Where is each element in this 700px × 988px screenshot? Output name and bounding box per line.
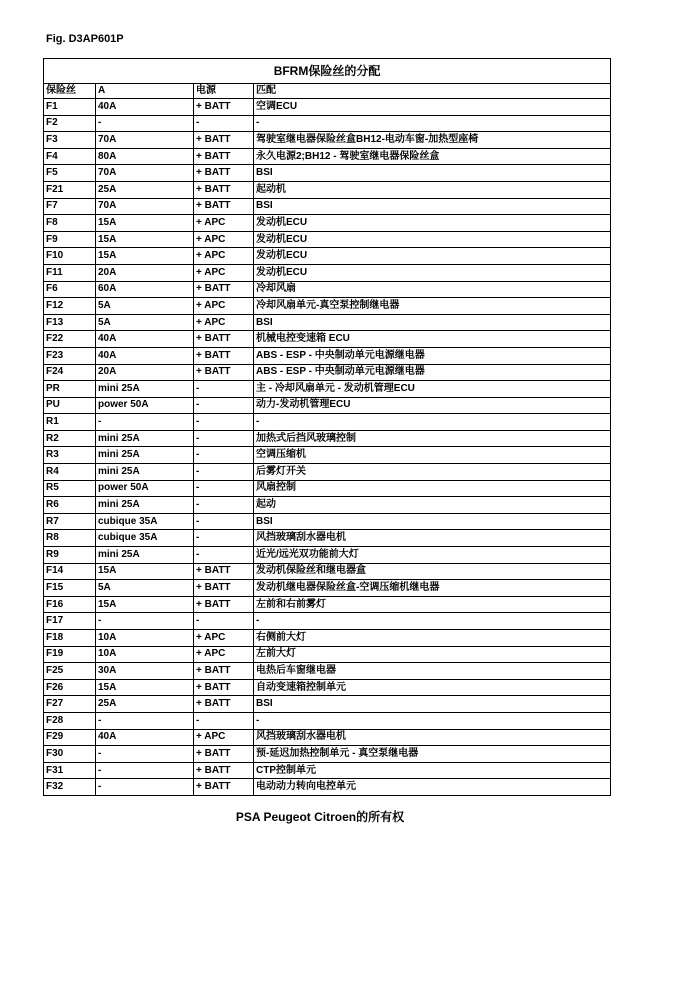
cell-fuse: R7 bbox=[44, 513, 96, 530]
cell-power-source: + BATT bbox=[194, 181, 254, 198]
cell-assignment: 冷却风扇 bbox=[254, 281, 611, 298]
table-row bbox=[44, 248, 611, 265]
cell-power-source: + BATT bbox=[194, 281, 254, 298]
table-row bbox=[44, 181, 611, 198]
cell-assignment: ABS - ESP - 中央制动单元电源继电器 bbox=[254, 347, 611, 364]
cell-power-source: + BATT bbox=[194, 99, 254, 116]
cell-assignment: 左前和右前雾灯 bbox=[254, 596, 611, 613]
cell-amperage: 40A bbox=[96, 347, 194, 364]
cell-fuse: F26 bbox=[44, 679, 96, 696]
cell-fuse: F22 bbox=[44, 331, 96, 348]
cell-amperage: 15A bbox=[96, 563, 194, 580]
cell-amperage: 5A bbox=[96, 298, 194, 315]
table-row bbox=[44, 364, 611, 381]
cell-power-source: - bbox=[194, 613, 254, 630]
cell-amperage: cubique 35A bbox=[96, 530, 194, 547]
cell-assignment: 机械电控变速箱 ECU bbox=[254, 331, 611, 348]
cell-assignment: CTP控制单元 bbox=[254, 762, 611, 779]
cell-fuse: F11 bbox=[44, 264, 96, 281]
cell-assignment: 冷却风扇单元-真空泵控制继电器 bbox=[254, 298, 611, 315]
table-row bbox=[44, 679, 611, 696]
table-row bbox=[44, 148, 611, 165]
cell-power-source: - bbox=[194, 464, 254, 481]
cell-assignment: - bbox=[254, 712, 611, 729]
table-row bbox=[44, 530, 611, 547]
cell-fuse: F16 bbox=[44, 596, 96, 613]
cell-assignment: - bbox=[254, 613, 611, 630]
cell-power-source: - bbox=[194, 530, 254, 547]
cell-amperage: 10A bbox=[96, 630, 194, 647]
cell-assignment: 永久电源2;BH12 - 驾驶室继电器保险丝盒 bbox=[254, 148, 611, 165]
cell-assignment: 近光/远光双功能前大灯 bbox=[254, 547, 611, 564]
cell-amperage: - bbox=[96, 414, 194, 431]
cell-amperage: mini 25A bbox=[96, 447, 194, 464]
cell-fuse: F1 bbox=[44, 99, 96, 116]
cell-fuse: F28 bbox=[44, 712, 96, 729]
table-row bbox=[44, 314, 611, 331]
cell-power-source: + BATT bbox=[194, 198, 254, 215]
cell-fuse: F8 bbox=[44, 215, 96, 232]
header-amperage: A bbox=[96, 84, 194, 99]
cell-assignment: 发动机保险丝和继电器盒 bbox=[254, 563, 611, 580]
cell-fuse: R1 bbox=[44, 414, 96, 431]
table-row bbox=[44, 779, 611, 796]
cell-power-source: - bbox=[194, 414, 254, 431]
cell-fuse: F32 bbox=[44, 779, 96, 796]
cell-power-source: + BATT bbox=[194, 596, 254, 613]
table-row bbox=[44, 712, 611, 729]
table-row bbox=[44, 547, 611, 564]
cell-power-source: - bbox=[194, 397, 254, 414]
cell-power-source: + BATT bbox=[194, 331, 254, 348]
cell-amperage: 25A bbox=[96, 696, 194, 713]
cell-power-source: + APC bbox=[194, 264, 254, 281]
table-row bbox=[44, 198, 611, 215]
table-row bbox=[44, 231, 611, 248]
cell-fuse: F31 bbox=[44, 762, 96, 779]
cell-amperage: 15A bbox=[96, 215, 194, 232]
cell-amperage: - bbox=[96, 746, 194, 763]
table-row bbox=[44, 596, 611, 613]
cell-fuse: F17 bbox=[44, 613, 96, 630]
cell-amperage: 40A bbox=[96, 99, 194, 116]
cell-power-source: - bbox=[194, 497, 254, 514]
cell-assignment: 后雾灯开关 bbox=[254, 464, 611, 481]
cell-assignment: 动力-发动机管理ECU bbox=[254, 397, 611, 414]
cell-assignment: 起动 bbox=[254, 497, 611, 514]
table-row bbox=[44, 331, 611, 348]
cell-assignment: BSI bbox=[254, 198, 611, 215]
cell-fuse: F18 bbox=[44, 630, 96, 647]
cell-assignment: 发动机ECU bbox=[254, 248, 611, 265]
cell-amperage: mini 25A bbox=[96, 381, 194, 398]
table-row bbox=[44, 646, 611, 663]
table-row bbox=[44, 580, 611, 597]
table-title-row bbox=[44, 59, 611, 84]
cell-assignment: 风挡玻璃刮水器电机 bbox=[254, 729, 611, 746]
cell-fuse: F3 bbox=[44, 132, 96, 149]
cell-amperage: 40A bbox=[96, 331, 194, 348]
table-row bbox=[44, 99, 611, 116]
cell-amperage: 20A bbox=[96, 264, 194, 281]
cell-amperage: 5A bbox=[96, 314, 194, 331]
cell-amperage: 40A bbox=[96, 729, 194, 746]
cell-amperage: 15A bbox=[96, 596, 194, 613]
cell-fuse: F10 bbox=[44, 248, 96, 265]
cell-amperage: mini 25A bbox=[96, 497, 194, 514]
cell-amperage: - bbox=[96, 762, 194, 779]
cell-power-source: - bbox=[194, 447, 254, 464]
table-row bbox=[44, 447, 611, 464]
cell-amperage: 15A bbox=[96, 679, 194, 696]
cell-fuse: F9 bbox=[44, 231, 96, 248]
table-row bbox=[44, 563, 611, 580]
cell-assignment: 电热后车窗继电器 bbox=[254, 663, 611, 680]
cell-power-source: + BATT bbox=[194, 563, 254, 580]
cell-assignment: 预-延迟加热控制单元 - 真空泵继电器 bbox=[254, 746, 611, 763]
cell-fuse: F29 bbox=[44, 729, 96, 746]
cell-assignment: BSI bbox=[254, 314, 611, 331]
cell-fuse: F25 bbox=[44, 663, 96, 680]
figure-label: Fig. D3AP601P bbox=[46, 33, 124, 45]
copyright-notice: PSA Peugeot Citroen的所有权 bbox=[235, 810, 405, 824]
cell-power-source: + BATT bbox=[194, 746, 254, 763]
cell-assignment: 发动机ECU bbox=[254, 231, 611, 248]
cell-assignment: BSI bbox=[254, 696, 611, 713]
cell-power-source: + BATT bbox=[194, 580, 254, 597]
cell-fuse: PR bbox=[44, 381, 96, 398]
table-row bbox=[44, 281, 611, 298]
cell-amperage: - bbox=[96, 779, 194, 796]
cell-assignment: 电动动力转向电控单元 bbox=[254, 779, 611, 796]
cell-fuse: F24 bbox=[44, 364, 96, 381]
cell-assignment: 驾驶室继电器保险丝盒BH12-电动车窗-加热型座椅 bbox=[254, 132, 611, 149]
cell-power-source: + APC bbox=[194, 248, 254, 265]
cell-amperage: 60A bbox=[96, 281, 194, 298]
cell-power-source: + APC bbox=[194, 215, 254, 232]
cell-fuse: R2 bbox=[44, 430, 96, 447]
cell-assignment: 起动机 bbox=[254, 181, 611, 198]
header-fuse: 保险丝 bbox=[44, 84, 96, 99]
cell-amperage: 70A bbox=[96, 198, 194, 215]
cell-fuse: F12 bbox=[44, 298, 96, 315]
cell-fuse: F5 bbox=[44, 165, 96, 182]
cell-assignment: 右侧前大灯 bbox=[254, 630, 611, 647]
table-row bbox=[44, 381, 611, 398]
cell-assignment: BSI bbox=[254, 513, 611, 530]
cell-assignment: 自动变速箱控制单元 bbox=[254, 679, 611, 696]
cell-power-source: + APC bbox=[194, 630, 254, 647]
cell-power-source: + BATT bbox=[194, 779, 254, 796]
header-power-source: 电源 bbox=[194, 84, 254, 99]
table-row bbox=[44, 613, 611, 630]
cell-fuse: R4 bbox=[44, 464, 96, 481]
cell-fuse: PU bbox=[44, 397, 96, 414]
table-header-row bbox=[44, 84, 611, 99]
cell-fuse: F23 bbox=[44, 347, 96, 364]
table-row bbox=[44, 762, 611, 779]
header-assignment: 匹配 bbox=[254, 84, 611, 99]
cell-power-source: + BATT bbox=[194, 347, 254, 364]
table-row bbox=[44, 480, 611, 497]
cell-power-source: + BATT bbox=[194, 148, 254, 165]
cell-amperage: power 50A bbox=[96, 480, 194, 497]
cell-fuse: R5 bbox=[44, 480, 96, 497]
cell-assignment: 风扇控制 bbox=[254, 480, 611, 497]
cell-amperage: - bbox=[96, 115, 194, 132]
cell-amperage: 80A bbox=[96, 148, 194, 165]
cell-fuse: F13 bbox=[44, 314, 96, 331]
table-row bbox=[44, 696, 611, 713]
cell-power-source: - bbox=[194, 712, 254, 729]
cell-fuse: F21 bbox=[44, 181, 96, 198]
cell-amperage: cubique 35A bbox=[96, 513, 194, 530]
cell-assignment: 空调压缩机 bbox=[254, 447, 611, 464]
cell-fuse: R6 bbox=[44, 497, 96, 514]
cell-fuse: F19 bbox=[44, 646, 96, 663]
table-row bbox=[44, 115, 611, 132]
cell-assignment: 发动机ECU bbox=[254, 215, 611, 232]
cell-assignment: 风挡玻璃刮水器电机 bbox=[254, 530, 611, 547]
cell-amperage: 10A bbox=[96, 646, 194, 663]
table-row bbox=[44, 298, 611, 315]
table-row bbox=[44, 663, 611, 680]
cell-power-source: - bbox=[194, 115, 254, 132]
cell-fuse: F14 bbox=[44, 563, 96, 580]
cell-assignment: ABS - ESP - 中央制动单元电源继电器 bbox=[254, 364, 611, 381]
table-row bbox=[44, 397, 611, 414]
cell-amperage: power 50A bbox=[96, 397, 194, 414]
cell-amperage: 5A bbox=[96, 580, 194, 597]
cell-power-source: - bbox=[194, 430, 254, 447]
cell-amperage: - bbox=[96, 712, 194, 729]
cell-assignment: - bbox=[254, 115, 611, 132]
cell-assignment: 主 - 冷却风扇单元 - 发动机管理ECU bbox=[254, 381, 611, 398]
cell-power-source: + APC bbox=[194, 646, 254, 663]
cell-amperage: 20A bbox=[96, 364, 194, 381]
cell-amperage: 15A bbox=[96, 248, 194, 265]
fuse-assignment-table bbox=[43, 58, 611, 796]
table-body bbox=[44, 59, 611, 796]
table-row bbox=[44, 513, 611, 530]
cell-power-source: + BATT bbox=[194, 364, 254, 381]
cell-power-source: + BATT bbox=[194, 663, 254, 680]
table-row bbox=[44, 264, 611, 281]
cell-assignment: 加热式后挡风玻璃控制 bbox=[254, 430, 611, 447]
cell-amperage: 30A bbox=[96, 663, 194, 680]
table-row bbox=[44, 165, 611, 182]
cell-power-source: + BATT bbox=[194, 762, 254, 779]
cell-amperage: 70A bbox=[96, 165, 194, 182]
table-row bbox=[44, 430, 611, 447]
table-title: BFRM保险丝的分配 bbox=[44, 59, 611, 84]
cell-power-source: - bbox=[194, 547, 254, 564]
table-row bbox=[44, 132, 611, 149]
cell-amperage: mini 25A bbox=[96, 430, 194, 447]
cell-amperage: 70A bbox=[96, 132, 194, 149]
cell-power-source: + BATT bbox=[194, 132, 254, 149]
cell-power-source: + BATT bbox=[194, 679, 254, 696]
cell-fuse: R9 bbox=[44, 547, 96, 564]
table-row bbox=[44, 215, 611, 232]
table-row bbox=[44, 347, 611, 364]
cell-power-source: + BATT bbox=[194, 696, 254, 713]
table-row bbox=[44, 414, 611, 431]
cell-fuse: F15 bbox=[44, 580, 96, 597]
cell-assignment: - bbox=[254, 414, 611, 431]
cell-assignment: 发动机ECU bbox=[254, 264, 611, 281]
cell-amperage: 15A bbox=[96, 231, 194, 248]
cell-fuse: R8 bbox=[44, 530, 96, 547]
cell-fuse: F2 bbox=[44, 115, 96, 132]
cell-fuse: F6 bbox=[44, 281, 96, 298]
cell-assignment: 左前大灯 bbox=[254, 646, 611, 663]
cell-power-source: + APC bbox=[194, 298, 254, 315]
cell-fuse: F7 bbox=[44, 198, 96, 215]
cell-assignment: 发动机继电器保险丝盒-空调压缩机继电器 bbox=[254, 580, 611, 597]
cell-power-source: - bbox=[194, 480, 254, 497]
table-row bbox=[44, 729, 611, 746]
cell-power-source: + APC bbox=[194, 231, 254, 248]
cell-amperage: 25A bbox=[96, 181, 194, 198]
cell-power-source: - bbox=[194, 381, 254, 398]
cell-power-source: + APC bbox=[194, 729, 254, 746]
cell-fuse: F4 bbox=[44, 148, 96, 165]
table-row bbox=[44, 630, 611, 647]
table-row bbox=[44, 497, 611, 514]
cell-amperage: - bbox=[96, 613, 194, 630]
cell-power-source: + BATT bbox=[194, 165, 254, 182]
cell-assignment: 空调ECU bbox=[254, 99, 611, 116]
cell-power-source: + APC bbox=[194, 314, 254, 331]
cell-amperage: mini 25A bbox=[96, 547, 194, 564]
cell-fuse: R3 bbox=[44, 447, 96, 464]
cell-power-source: - bbox=[194, 513, 254, 530]
table-row bbox=[44, 746, 611, 763]
cell-fuse: F27 bbox=[44, 696, 96, 713]
table-row bbox=[44, 464, 611, 481]
cell-fuse: F30 bbox=[44, 746, 96, 763]
cell-assignment: BSI bbox=[254, 165, 611, 182]
cell-amperage: mini 25A bbox=[96, 464, 194, 481]
